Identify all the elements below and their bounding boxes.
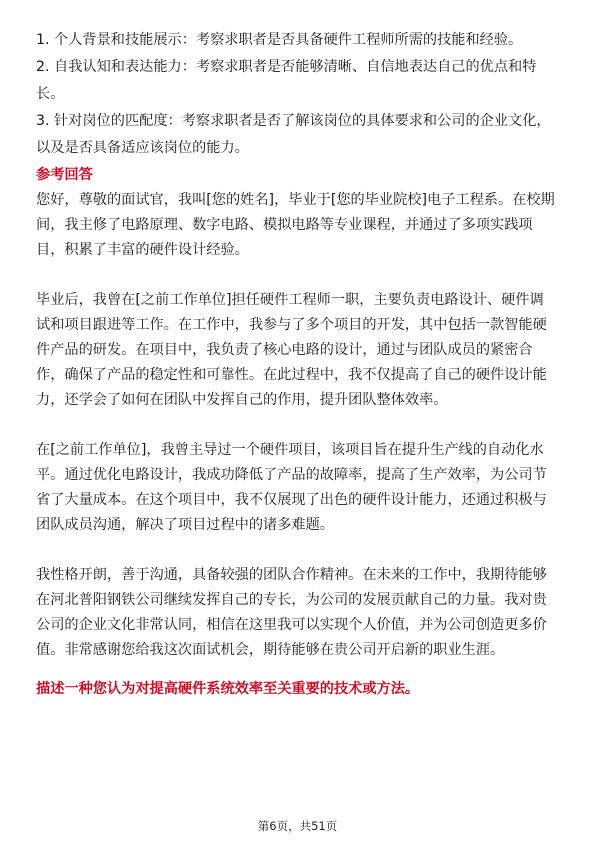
evaluation-criteria <box>36 28 560 161</box>
paragraph-line: 平。通过优化电路设计，我成功降低了产品的故障率，提高了生产效率，为公司节 <box>36 467 547 483</box>
paragraph-line: 值。非常感谢您给我这次面试机会，期待能够在贵公司开启新的职业生涯。 <box>36 642 505 658</box>
criteria-line: 以及是否具备适应该岗位的能力。 <box>36 140 249 156</box>
next-question-heading: 描述一种您认为对提高硬件系统效率至关重要的技术或方法。 <box>36 681 420 697</box>
answer-heading: 参考回答 <box>36 167 93 183</box>
paragraph-line: 目，积累了丰富的硬件设计经验。 <box>36 242 249 258</box>
paragraph-line: 件产品的研发。在项目中，我负责了核心电路的设计，通过与团队成员的紧密合 <box>36 342 533 358</box>
paragraph-line: 力，还学会了如何在团队中发挥自己的作用，提升团队整体效率。 <box>36 392 448 408</box>
paragraph-line: 毕业后，我曾在[之前工作单位]担任硬件工程师一职，主要负责电路设计、硬件调 <box>36 292 544 308</box>
paragraph-line: 省了大量成本。在这个项目中，我不仅展现了出色的硬件设计能力，还通过积极与 <box>36 492 547 508</box>
document-page <box>36 28 560 702</box>
criteria-line: 2. 自我认知和表达能力：考察求职者是否能够清晰、自信地表达自己的优点和特 <box>36 59 537 75</box>
paragraph-line: 试和项目跟进等工作。在工作中，我参与了多个项目的开发，其中包括一款智能硬 <box>36 317 547 333</box>
paragraph-line: 间，我主修了电路原理、数字电路、模拟电路等专业课程，并通过了多项实践项 <box>36 217 533 233</box>
paragraph-line: 您好，尊敬的面试官，我叫[您的姓名]，毕业于[您的毕业院校]电子工程系。在校期 <box>36 192 555 208</box>
paragraph-line: 在[之前工作单位]，我曾主导过一个硬件项目，该项目旨在提升生产线的自动化水 <box>36 442 544 458</box>
paragraph-gap <box>36 413 560 438</box>
page-number-footer: 第6页，共51页 <box>257 819 338 833</box>
paragraph-gap <box>36 538 560 563</box>
paragraph-line: 团队成员沟通，解决了项目过程中的诸多难题。 <box>36 517 334 533</box>
paragraph-line: 我性格开朗，善于沟通，具备较强的团队合作精神。在未来的工作中，我期待能够 <box>36 567 547 583</box>
paragraph-gap <box>36 263 560 288</box>
paragraph-line: 作，确保了产品的稳定性和可靠性。在此过程中，我不仅提高了自己的硬件设计能 <box>36 367 547 383</box>
answer-paragraph-4 <box>36 563 560 663</box>
answer-paragraph-1 <box>36 188 560 263</box>
answer-paragraph-2 <box>36 288 560 413</box>
paragraph-line: 在河北普阳钢铁公司继续发挥自己的专长，为公司的发展贡献自己的力量。我对贵 <box>36 592 547 608</box>
criteria-line: 3. 针对岗位的匹配度：考察求职者是否了解该岗位的具体要求和公司的企业文化， <box>36 113 551 129</box>
answer-paragraph-3 <box>36 438 560 538</box>
criteria-line: 长。 <box>36 86 65 102</box>
paragraph-line: 公司的企业文化非常认同，相信在这里我可以实现个人价值，并为公司创造更多价 <box>36 617 547 633</box>
criteria-line: 1. 个人背景和技能展示：考察求职者是否具备硬件工程师所需的技能和经验。 <box>36 32 523 48</box>
